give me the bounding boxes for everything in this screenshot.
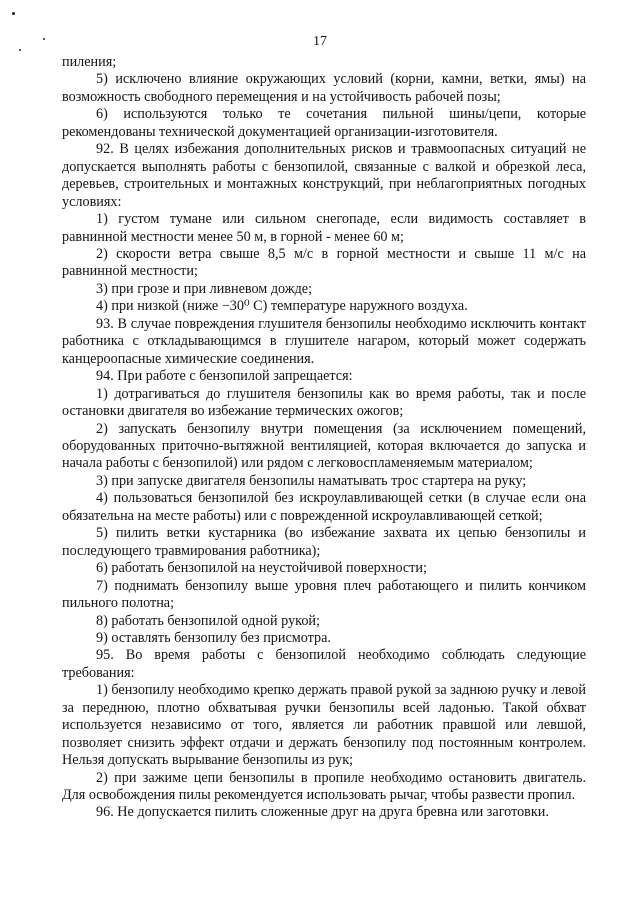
paragraph: пиления;: [62, 54, 117, 70]
paragraph: 1) дотрагиваться до глушителя бензопилы как во время работы, так и после остановки двигателя во избежание термических ожогов;: [62, 385, 586, 420]
paragraph: 9) оставлять бензопилу без присмотра.: [96, 629, 331, 646]
paragraph: 5) исключено влияние окружающих условий (корни, камни, ветки, ямы) на возможность свободного перемещения и на устойчивость рабочей позы;: [62, 71, 586, 105]
paragraph: 93. В случае повреждения глушителя бензопилы необходимо исключить контакт работника с откладывающимся в глушителе нагаром, который может содержать канцероопасные химические соединения.: [62, 315, 586, 367]
paragraph: 1) бензопилу необходимо крепко держать правой рукой за заднюю ручку и левой за переднюю, плотно обхватывая ручки бензопилы всей ладонью. Такой обхват используется независимо от того, является ли работник правшой или левшой, позволяет снизить эффект отдачи и держать бензопилу под постоянным контролем. Нельзя допускать вырывание бензопилы из рук;: [62, 682, 586, 769]
page-number: 17: [313, 34, 327, 49]
paragraph: 3) при запуске двигателя бензопилы наматывать трос стартера на руку;: [96, 472, 527, 489]
scan-speck: [12, 12, 15, 15]
paragraph: 6) используются только те сочетания пильной шины/цепи, которые рекомендованы технической документацией организации-изготовителя.: [62, 106, 586, 140]
paragraph: 2) при зажиме цепи бензопилы в пропиле необходимо остановить двигатель. Для освобождения пилы рекомендуется использовать рычаг, чтобы развести пропил.: [62, 769, 586, 804]
paragraph: 2) скорости ветра свыше 8,5 м/с в горной местности и свыше 11 м/с на равнинной местности;: [62, 245, 586, 280]
paragraph: 1) густом тумане или сильном снегопаде, если видимость составляет в равнинной местности менее 50 м, в горной - менее 60 м;: [62, 211, 586, 245]
document-body: [62, 54, 586, 822]
paragraph: 7) поднимать бензопилу выше уровня плеч работающего и пилить кончиком пильного полотна;: [62, 577, 586, 612]
paragraph: 96. Не допускается пилить сложенные друг на друга бревна или заготовки.: [96, 804, 549, 821]
paragraph: 2) запускать бензопилу внутри помещения (за исключением помещений, оборудованных приточно-вытяжной вентиляцией, которая включается до запуска и начала работы с бензопилой) или рядом с легковоспламеняемым материалом;: [62, 420, 586, 472]
paragraph: 5) пилить ветки кустарника (во избежание захвата их цепью бензопилы и последующего травмирования работника);: [62, 525, 586, 559]
paragraph: 8) работать бензопилой одной рукой;: [96, 612, 320, 629]
paragraph: 6) работать бензопилой на неустойчивой поверхности;: [96, 560, 427, 577]
paragraph: 4) при низкой (ниже −30⁰ С) температуре наружного воздуха.: [96, 298, 468, 315]
paragraph: 4) пользоваться бензопилой без искроулавливающей сетки (в случае если она обязательна на месте работы) или с поврежденной искроулавливающей сеткой;: [62, 490, 586, 524]
paragraph: 92. В целях избежания дополнительных рисков и травмоопасных ситуаций не допускается выполнять работы с бензопилой, связанные с валкой и обрезкой леса, деревьев, строительных и монтажных конструкций, при неблагоприятных погодных условиях:: [62, 141, 586, 210]
paragraph: 94. При работе с бензопилой запрещается:: [96, 368, 353, 385]
paragraph: 95. Во время работы с бензопилой необходимо соблюдать следующие требования:: [62, 647, 586, 681]
paragraph: 3) при грозе и при ливневом дожде;: [96, 280, 313, 297]
